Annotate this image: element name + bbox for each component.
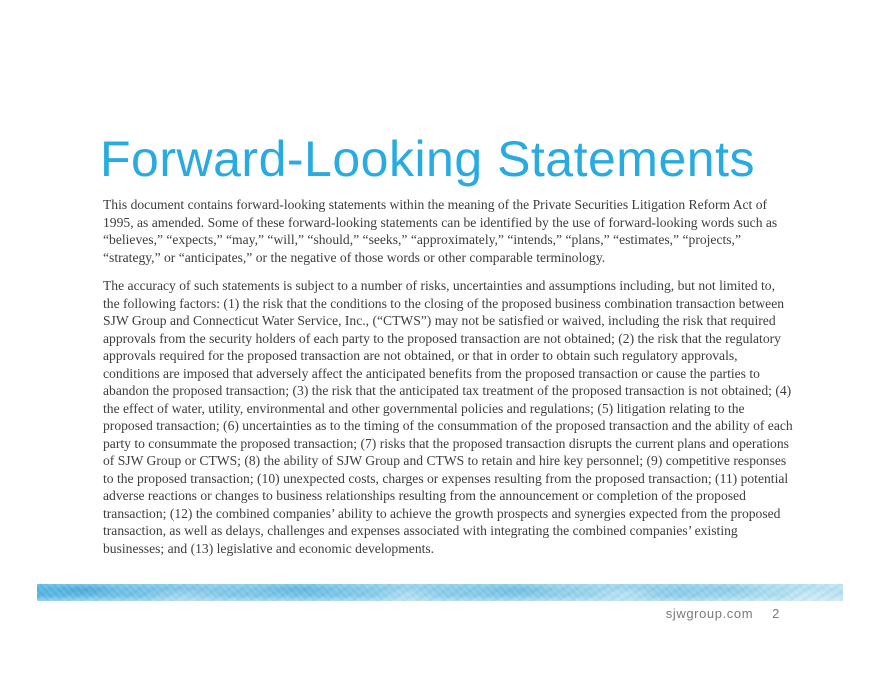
slide-footer [666,606,780,621]
disclaimer-paragraph-2: The accuracy of such statements is subject to a number of risks, uncertainties and assumptions including, but not limited to, the following factors: (1) the risk that the conditions to the closing of the proposed business combination transaction between SJW Group and Connecticut Water Service, Inc., (“CTWS”) may not be satisfied or waived, including the risk that required approvals from the security holders of each party to the proposed transaction are not obtained; (2) the risk that the regulatory approvals required for the proposed transaction are not obtained, or that in order to obtain such regulatory approvals, conditions are imposed that adversely affect the anticipated benefits from the proposed transaction or cause the parties to abandon the proposed transaction; (3) the risk that the anticipated tax treatment of the proposed transaction is not obtained; (4) the effect of water, utility, environmental and other governmental policies and regulations; (5) litigation relating to the proposed transaction; (6) uncertainties as to the timing of the consummation of the proposed transaction and the ability of each party to consummate the proposed transaction; (7) risks that the proposed transaction disrupts the current plans and operations of SJW Group or CTWS; (8) the ability of SJW Group and CTWS to retain and hire key personnel; (9) competitive responses to the proposed transaction; (10) unexpected costs, charges or expenses resulting from the proposed transaction; (11) potential adverse reactions or changes to business relationships resulting from the announcement or completion of the proposed transaction; (12) the combined companies’ ability to achieve the growth prospects and synergies expected from the proposed transaction, as well as delays, challenges and expenses associated with integrating the combined companies’ existing businesses; and (13) legislative and economic developments. [103,278,793,556]
watercolor-divider-bar [37,584,843,601]
disclaimer-paragraph-1: This document contains forward-looking statements within the meaning of the Private Securities Litigation Reform Act of 1995, as amended. Some of these forward-looking statements can be identified by the use of forward-looking words such as “believes,” “expects,” “may,” “will,” “should,” “seeks,” “approximately,” “intends,” “plans,” “estimates,” “projects,” “strategy,” or “anticipates,” or the negative of those words or other comparable terminology. [103,197,778,265]
disclaimer-text-block [103,196,793,557]
footer-website: sjwgroup.com [665,606,754,621]
footer-page-number: 2 [772,606,780,621]
slide-title: Forward-Looking Statements [100,130,755,187]
